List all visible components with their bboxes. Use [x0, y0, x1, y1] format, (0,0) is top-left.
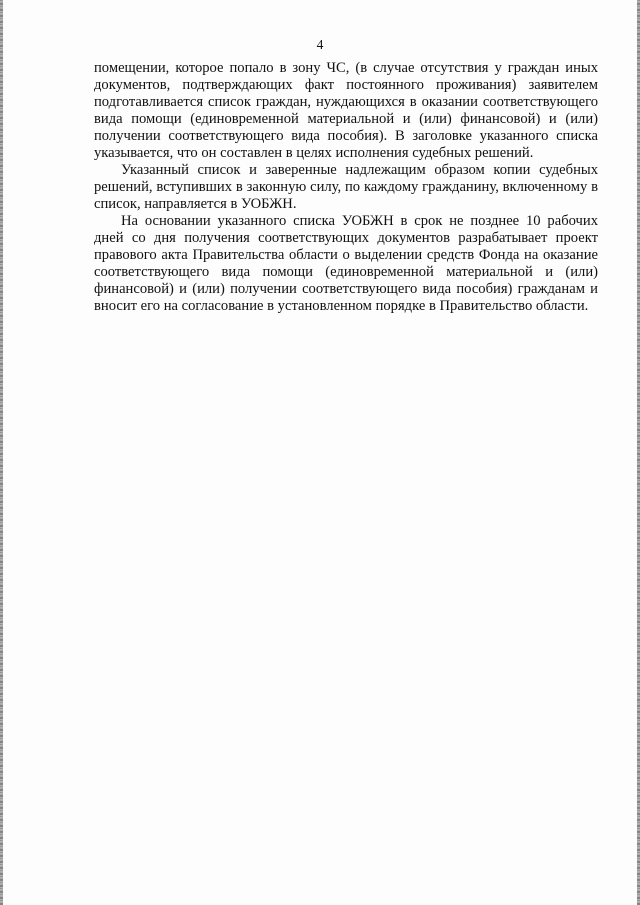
paragraph-continuation: помещении, которое попало в зону ЧС, (в случае отсутствия у граждан иных документов, подтверждающих факт постоянного проживания) заявителем подготавливается список граждан, нуждающихся в оказании соответствующего вида помощи (единовременной материальной и (или) финансовой) и (или) получении соответствующего вида пособия). В заголовке указанного списка указывается, что он составлен в целях исполнения судебных решений.	[94, 60, 598, 161]
scan-edge-left	[0, 0, 3, 905]
page-number: 4	[316, 37, 324, 52]
document-body	[94, 60, 598, 315]
paragraph-list-copies: Указанный список и заверенные надлежащим образом копии судебных решений, вступивших в законную силу, по каждому гражданину, включенному в список, направляется в УОБЖН.	[94, 162, 598, 212]
paragraph-legal-act: На основании указанного списка УОБЖН в срок не позднее 10 рабочих дней со дня получения соответствующих документов разрабатывает проект правового акта Правительства области о выделении средств Фонда на оказание соответствующего вида помощи (единовременной материальной и (или) финансовой) и (или) получении соответствующего вида пособия) гражданам и вносит его на согласование в установленном порядке в Правительство области.	[94, 213, 598, 314]
